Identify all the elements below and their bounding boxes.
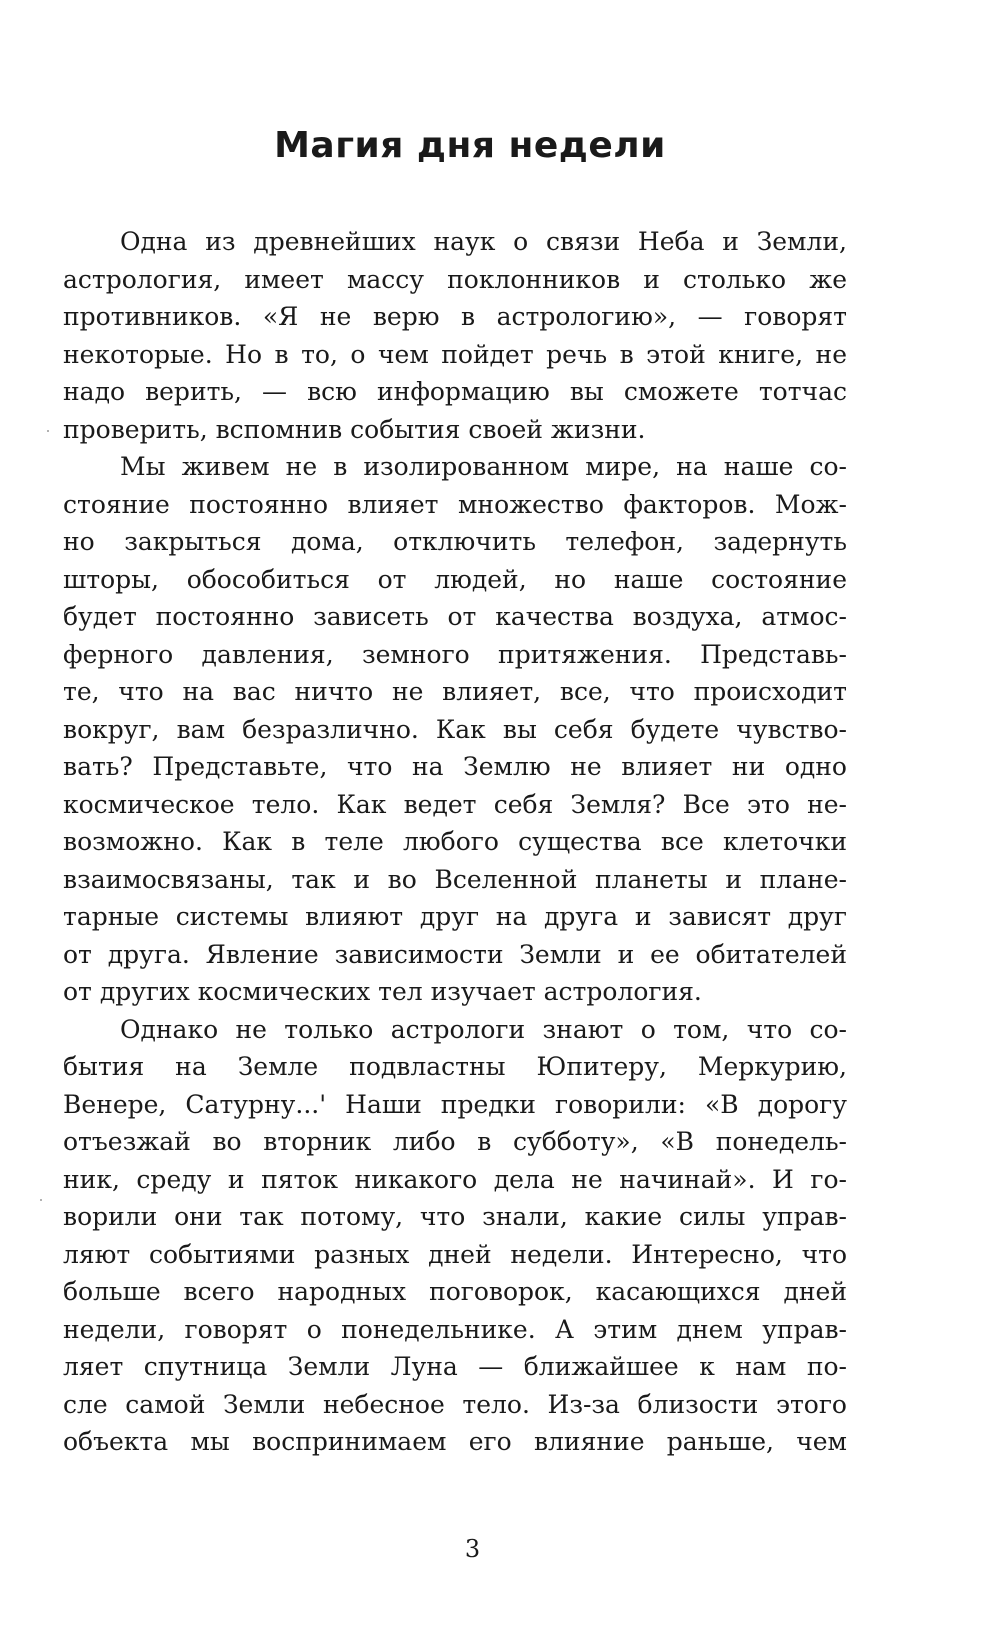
page-title: Магия дня недели (274, 125, 666, 166)
text-line: Венере, Сатурну...' Наши предки говорили: «В дорогу (63, 1089, 847, 1119)
text-line: Мы живем не в изолированном мире, на наше со- (120, 452, 847, 481)
text-line: ник, среду и пяток никакого дела не начинай». И го- (63, 1164, 847, 1194)
paragraph (63, 448, 847, 1011)
text-line: Одна из древнейших наук о связи Неба и Земли, (120, 227, 847, 256)
text-line: Однако не только астрологи знают о том, что со- (120, 1014, 847, 1044)
text-line: от других космических тел изучает астрология. (63, 977, 702, 1006)
scan-speck (40, 1199, 42, 1201)
text-line: бытия на Земле подвластны Юпитеру, Меркурию, (63, 1052, 847, 1081)
text-line: ляет спутница Земли Луна — ближайшее к нам по- (63, 1352, 847, 1381)
text-line: объекта мы воспринимаем его влияние раньше, чем (63, 1427, 847, 1456)
text-line: надо верить, — всю информацию вы сможете тотчас (63, 377, 847, 406)
paragraph (63, 223, 847, 448)
page-number: 3 (464, 1535, 481, 1563)
text-line: некоторые. Но в то, о чем пойдет речь в этой книге, не (63, 339, 847, 369)
text-line: вать? Представьте, что на Землю не влияет ни одно (63, 752, 847, 781)
text-line: возможно. Как в теле любого существа все клеточки (63, 827, 847, 856)
scan-speck (47, 430, 49, 432)
text-line: тарные системы влияют друг на друга и зависят друг (63, 902, 847, 931)
text-line: взаимосвязаны, так и во Вселенной планеты и плане- (63, 864, 847, 894)
body-text (63, 223, 847, 1461)
text-line: ворили они так потому, что знали, какие силы управ- (63, 1202, 847, 1231)
text-line: но закрыться дома, отключить телефон, задернуть (63, 527, 847, 556)
text-line: сле самой Земли небесное тело. Из-за близости этого (63, 1389, 847, 1419)
text-line: ферного давления, земного притяжения. Представь- (63, 639, 847, 669)
text-line: отъезжай во вторник либо в субботу», «В понедель- (63, 1127, 847, 1156)
paragraph (63, 1011, 847, 1461)
text-line: противников. «Я не верю в астрологию», — говорят (63, 302, 847, 331)
text-line: проверить, вспомнив события своей жизни. (63, 414, 646, 444)
text-line: космическое тело. Как ведет себя Земля? Все это не- (63, 789, 847, 819)
text-line: вокруг, вам безразлично. Как вы себя будете чувство- (63, 714, 847, 744)
text-line: шторы, обособиться от людей, но наше состояние (63, 564, 847, 594)
text-line: от друга. Явление зависимости Земли и ее обитателей (63, 939, 847, 969)
text-line: те, что на вас ничто не влияет, все, что происходит (63, 677, 847, 706)
text-line: стояние постоянно влияет множество факторов. Мож- (63, 489, 847, 519)
text-line: ляют событиями разных дней недели. Интересно, что (63, 1239, 847, 1269)
text-line: недели, говорят о понедельнике. А этим днем управ- (63, 1314, 847, 1344)
text-line: будет постоянно зависеть от качества воздуха, атмос- (63, 602, 847, 631)
text-line: астрология, имеет массу поклонников и столько же (63, 264, 847, 294)
text-line: больше всего народных поговорок, касающихся дней (63, 1277, 847, 1306)
